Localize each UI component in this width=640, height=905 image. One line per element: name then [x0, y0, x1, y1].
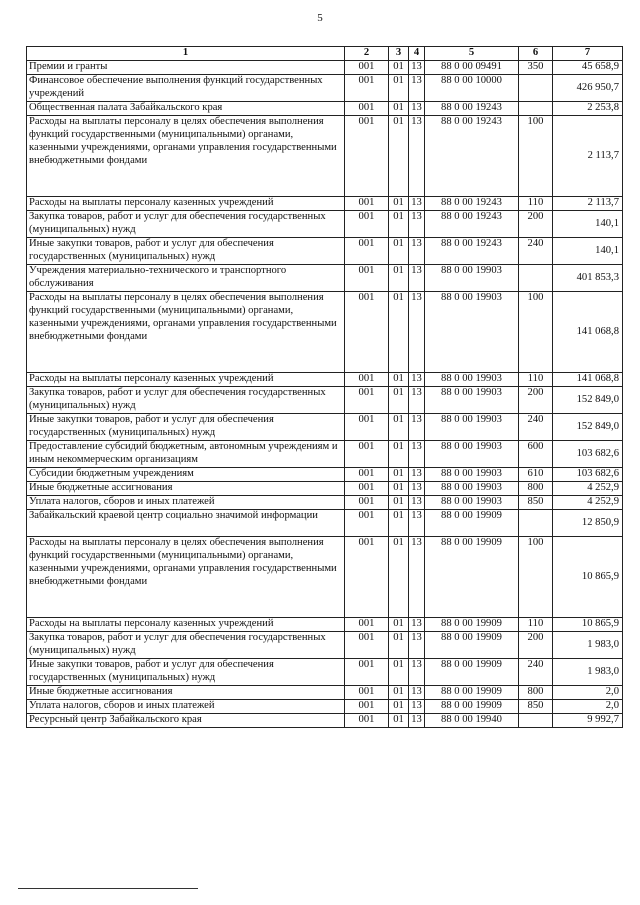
- section-cell: 01: [389, 75, 409, 102]
- name-cell: Расходы на выплаты персоналу в целях обеспечения выполнения функций государственными (муниципальными) органами, казенными учреждениями, органами управления государственными внебюджетными фондами: [27, 116, 345, 197]
- name-cell: Закупка товаров, работ и услуг для обеспечения государственных (муниципальных) нужд: [27, 632, 345, 659]
- target-code-cell: 88 0 00 19903: [425, 468, 519, 482]
- expense-type-cell: 850: [519, 496, 553, 510]
- table-row: [27, 659, 623, 686]
- name-cell: Финансовое обеспечение выполнения функций государственных учреждений: [27, 75, 345, 102]
- expense-type-cell: 610: [519, 468, 553, 482]
- amount-cell: 401 853,3: [553, 265, 623, 292]
- expense-type-cell: 200: [519, 387, 553, 414]
- section-cell: 01: [389, 292, 409, 373]
- table-row: [27, 618, 623, 632]
- table-row: [27, 292, 623, 373]
- name-cell: Расходы на выплаты персоналу в целях обеспечения выполнения функций государственными (муниципальными) органами, казенными учреждениями, органами управления государственными внебюджетными фондами: [27, 292, 345, 373]
- name-cell: Премии и гранты: [27, 61, 345, 75]
- header-cell: 2: [345, 47, 389, 61]
- name-cell: Учреждения материально-технического и транспортного обслуживания: [27, 265, 345, 292]
- amount-cell: 103 682,6: [553, 468, 623, 482]
- table-row: [27, 700, 623, 714]
- amount-cell: 2,0: [553, 700, 623, 714]
- name-cell: Предоставление субсидий бюджетным, автономным учреждениям и иным некоммерческим организациям: [27, 441, 345, 468]
- expense-type-cell: [519, 75, 553, 102]
- admin-code-cell: 001: [345, 61, 389, 75]
- section-cell: 01: [389, 659, 409, 686]
- name-cell: Расходы на выплаты персоналу казенных учреждений: [27, 373, 345, 387]
- admin-code-cell: 001: [345, 700, 389, 714]
- target-code-cell: 88 0 00 09491: [425, 61, 519, 75]
- table-row: [27, 373, 623, 387]
- expense-type-cell: 100: [519, 116, 553, 197]
- target-code-cell: 88 0 00 19903: [425, 292, 519, 373]
- expense-type-cell: 200: [519, 632, 553, 659]
- subsection-cell: 13: [409, 686, 425, 700]
- admin-code-cell: 001: [345, 441, 389, 468]
- subsection-cell: 13: [409, 292, 425, 373]
- section-cell: 01: [389, 61, 409, 75]
- header-cell: 1: [27, 47, 345, 61]
- table-row: [27, 211, 623, 238]
- amount-cell: 1 983,0: [553, 659, 623, 686]
- admin-code-cell: 001: [345, 75, 389, 102]
- admin-code-cell: 001: [345, 387, 389, 414]
- target-code-cell: 88 0 00 19243: [425, 102, 519, 116]
- amount-cell: 2 113,7: [553, 197, 623, 211]
- subsection-cell: 13: [409, 197, 425, 211]
- subsection-cell: 13: [409, 496, 425, 510]
- admin-code-cell: 001: [345, 102, 389, 116]
- subsection-cell: 13: [409, 618, 425, 632]
- section-cell: 01: [389, 265, 409, 292]
- admin-code-cell: 001: [345, 686, 389, 700]
- admin-code-cell: 001: [345, 116, 389, 197]
- section-cell: 01: [389, 102, 409, 116]
- target-code-cell: 88 0 00 19909: [425, 659, 519, 686]
- target-code-cell: 88 0 00 19243: [425, 116, 519, 197]
- target-code-cell: 88 0 00 19909: [425, 632, 519, 659]
- target-code-cell: 88 0 00 10000: [425, 75, 519, 102]
- amount-cell: 9 992,7: [553, 714, 623, 728]
- expense-type-cell: [519, 510, 553, 537]
- admin-code-cell: 001: [345, 496, 389, 510]
- table-row: [27, 414, 623, 441]
- name-cell: Закупка товаров, работ и услуг для обеспечения государственных (муниципальных) нужд: [27, 387, 345, 414]
- table-row: [27, 102, 623, 116]
- target-code-cell: 88 0 00 19909: [425, 618, 519, 632]
- section-cell: 01: [389, 441, 409, 468]
- target-code-cell: 88 0 00 19903: [425, 387, 519, 414]
- table-row: [27, 686, 623, 700]
- expense-type-cell: 240: [519, 659, 553, 686]
- name-cell: Иные бюджетные ассигнования: [27, 686, 345, 700]
- target-code-cell: 88 0 00 19909: [425, 700, 519, 714]
- table-row: [27, 468, 623, 482]
- target-code-cell: 88 0 00 19909: [425, 686, 519, 700]
- section-cell: 01: [389, 496, 409, 510]
- subsection-cell: 13: [409, 102, 425, 116]
- name-cell: Закупка товаров, работ и услуг для обеспечения государственных (муниципальных) нужд: [27, 211, 345, 238]
- subsection-cell: 13: [409, 632, 425, 659]
- header-cell: 3: [389, 47, 409, 61]
- section-cell: 01: [389, 211, 409, 238]
- expense-type-cell: 850: [519, 700, 553, 714]
- table-body: [27, 61, 623, 728]
- admin-code-cell: 001: [345, 510, 389, 537]
- amount-cell: 1 983,0: [553, 632, 623, 659]
- table-row: [27, 482, 623, 496]
- name-cell: Общественная палата Забайкальского края: [27, 102, 345, 116]
- section-cell: 01: [389, 537, 409, 618]
- amount-cell: 10 865,9: [553, 537, 623, 618]
- section-cell: 01: [389, 618, 409, 632]
- target-code-cell: 88 0 00 19903: [425, 496, 519, 510]
- name-cell: Уплата налогов, сборов и иных платежей: [27, 700, 345, 714]
- table-header-row: [27, 47, 623, 61]
- table-row: [27, 496, 623, 510]
- section-cell: 01: [389, 414, 409, 441]
- expense-type-cell: [519, 265, 553, 292]
- admin-code-cell: 001: [345, 197, 389, 211]
- amount-cell: 140,1: [553, 238, 623, 265]
- amount-cell: 141 068,8: [553, 292, 623, 373]
- table-row: [27, 197, 623, 211]
- expense-type-cell: 800: [519, 686, 553, 700]
- subsection-cell: 13: [409, 537, 425, 618]
- admin-code-cell: 001: [345, 482, 389, 496]
- subsection-cell: 13: [409, 211, 425, 238]
- section-cell: 01: [389, 482, 409, 496]
- name-cell: Расходы на выплаты персоналу казенных учреждений: [27, 618, 345, 632]
- subsection-cell: 13: [409, 238, 425, 265]
- table-row: [27, 714, 623, 728]
- page-number: 5: [317, 12, 323, 24]
- subsection-cell: 13: [409, 482, 425, 496]
- section-cell: 01: [389, 468, 409, 482]
- expense-type-cell: 110: [519, 373, 553, 387]
- admin-code-cell: 001: [345, 632, 389, 659]
- amount-cell: 2 113,7: [553, 116, 623, 197]
- target-code-cell: 88 0 00 19903: [425, 441, 519, 468]
- name-cell: Иные закупки товаров, работ и услуг для обеспечения государственных (муниципальных) нужд: [27, 414, 345, 441]
- table-row: [27, 387, 623, 414]
- table-row: [27, 61, 623, 75]
- section-cell: 01: [389, 373, 409, 387]
- target-code-cell: 88 0 00 19909: [425, 510, 519, 537]
- table-row: [27, 510, 623, 537]
- name-cell: Уплата налогов, сборов и иных платежей: [27, 496, 345, 510]
- subsection-cell: 13: [409, 510, 425, 537]
- name-cell: Иные закупки товаров, работ и услуг для обеспечения государственных (муниципальных) нужд: [27, 659, 345, 686]
- footer-line: [18, 888, 198, 889]
- budget-table: [26, 46, 623, 728]
- amount-cell: 45 658,9: [553, 61, 623, 75]
- amount-cell: 103 682,6: [553, 441, 623, 468]
- table-row: [27, 265, 623, 292]
- table-row: [27, 75, 623, 102]
- expense-type-cell: 110: [519, 197, 553, 211]
- expense-type-cell: 100: [519, 537, 553, 618]
- amount-cell: 2,0: [553, 686, 623, 700]
- target-code-cell: 88 0 00 19243: [425, 197, 519, 211]
- admin-code-cell: 001: [345, 292, 389, 373]
- expense-type-cell: 600: [519, 441, 553, 468]
- table-row: [27, 238, 623, 265]
- section-cell: 01: [389, 197, 409, 211]
- name-cell: Субсидии бюджетным учреждениям: [27, 468, 345, 482]
- expense-type-cell: 200: [519, 211, 553, 238]
- subsection-cell: 13: [409, 468, 425, 482]
- amount-cell: 12 850,9: [553, 510, 623, 537]
- subsection-cell: 13: [409, 441, 425, 468]
- subsection-cell: 13: [409, 714, 425, 728]
- admin-code-cell: 001: [345, 618, 389, 632]
- subsection-cell: 13: [409, 116, 425, 197]
- amount-cell: 141 068,8: [553, 373, 623, 387]
- header-cell: 4: [409, 47, 425, 61]
- header-cell: 7: [553, 47, 623, 61]
- header-cell: 5: [425, 47, 519, 61]
- admin-code-cell: 001: [345, 468, 389, 482]
- section-cell: 01: [389, 632, 409, 659]
- target-code-cell: 88 0 00 19909: [425, 537, 519, 618]
- target-code-cell: 88 0 00 19903: [425, 482, 519, 496]
- section-cell: 01: [389, 387, 409, 414]
- name-cell: Иные бюджетные ассигнования: [27, 482, 345, 496]
- table-row: [27, 116, 623, 197]
- subsection-cell: 13: [409, 75, 425, 102]
- amount-cell: 152 849,0: [553, 414, 623, 441]
- expense-type-cell: 100: [519, 292, 553, 373]
- admin-code-cell: 001: [345, 659, 389, 686]
- section-cell: 01: [389, 510, 409, 537]
- admin-code-cell: 001: [345, 238, 389, 265]
- name-cell: Иные закупки товаров, работ и услуг для обеспечения государственных (муниципальных) нужд: [27, 238, 345, 265]
- section-cell: 01: [389, 686, 409, 700]
- subsection-cell: 13: [409, 61, 425, 75]
- section-cell: 01: [389, 238, 409, 265]
- subsection-cell: 13: [409, 700, 425, 714]
- admin-code-cell: 001: [345, 373, 389, 387]
- amount-cell: 2 253,8: [553, 102, 623, 116]
- target-code-cell: 88 0 00 19940: [425, 714, 519, 728]
- section-cell: 01: [389, 116, 409, 197]
- amount-cell: 140,1: [553, 211, 623, 238]
- amount-cell: 10 865,9: [553, 618, 623, 632]
- admin-code-cell: 001: [345, 265, 389, 292]
- section-cell: 01: [389, 700, 409, 714]
- subsection-cell: 13: [409, 387, 425, 414]
- table-row: [27, 632, 623, 659]
- subsection-cell: 13: [409, 373, 425, 387]
- expense-type-cell: 110: [519, 618, 553, 632]
- expense-type-cell: 350: [519, 61, 553, 75]
- expense-type-cell: [519, 714, 553, 728]
- subsection-cell: 13: [409, 414, 425, 441]
- name-cell: Расходы на выплаты персоналу в целях обеспечения выполнения функций государственными (муниципальными) органами, казенными учреждениями, органами управления государственными внебюджетными фондами: [27, 537, 345, 618]
- admin-code-cell: 001: [345, 537, 389, 618]
- target-code-cell: 88 0 00 19903: [425, 265, 519, 292]
- header-cell: 6: [519, 47, 553, 61]
- admin-code-cell: 001: [345, 211, 389, 238]
- name-cell: Ресурсный центр Забайкальского края: [27, 714, 345, 728]
- table-row: [27, 537, 623, 618]
- target-code-cell: 88 0 00 19903: [425, 373, 519, 387]
- target-code-cell: 88 0 00 19903: [425, 414, 519, 441]
- name-cell: Забайкальский краевой центр социально значимой информации: [27, 510, 345, 537]
- amount-cell: 426 950,7: [553, 75, 623, 102]
- subsection-cell: 13: [409, 265, 425, 292]
- amount-cell: 4 252,9: [553, 482, 623, 496]
- section-cell: 01: [389, 714, 409, 728]
- expense-type-cell: 800: [519, 482, 553, 496]
- amount-cell: 4 252,9: [553, 496, 623, 510]
- name-cell: Расходы на выплаты персоналу казенных учреждений: [27, 197, 345, 211]
- target-code-cell: 88 0 00 19243: [425, 238, 519, 265]
- expense-type-cell: 240: [519, 238, 553, 265]
- expense-type-cell: [519, 102, 553, 116]
- target-code-cell: 88 0 00 19243: [425, 211, 519, 238]
- admin-code-cell: 001: [345, 414, 389, 441]
- table-row: [27, 441, 623, 468]
- expense-type-cell: 240: [519, 414, 553, 441]
- admin-code-cell: 001: [345, 714, 389, 728]
- subsection-cell: 13: [409, 659, 425, 686]
- amount-cell: 152 849,0: [553, 387, 623, 414]
